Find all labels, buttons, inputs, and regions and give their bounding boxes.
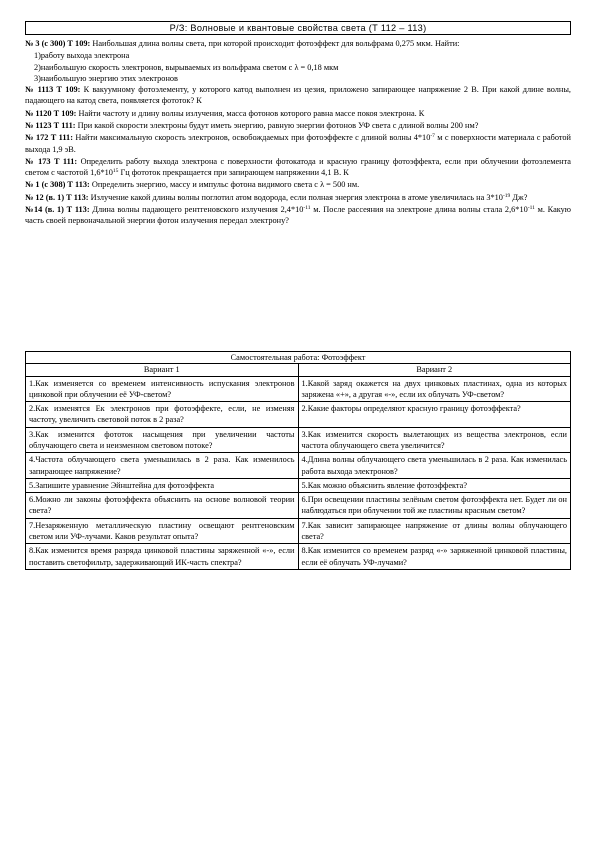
problem-item: № 12 (в. 1) Т 113: Излучение какой длины волны поглотил атом водорода, если полная энергия электрона в атоме увеличилась на $3*10^{-19}$ Дж? bbox=[25, 192, 528, 202]
question-cell: 4.Частота облучающего света уменьшилась в 2 раза. Как изменилось запирающее напряжение? bbox=[26, 453, 299, 479]
problems-list bbox=[25, 38, 571, 228]
table-row bbox=[26, 493, 571, 519]
variant-1-header: Вариант 1 bbox=[26, 364, 299, 376]
question-cell: 8.Как изменится время разряда цинковой пластины заряженной «-», если поставить светофильтр, задерживающий ИК-часть спектра? bbox=[26, 544, 299, 570]
table-row bbox=[26, 453, 571, 479]
question-cell: 3.Как изменится фототок насыщения при увеличении частоты облучающего света и неизменном световом потоке? bbox=[26, 427, 299, 453]
question-cell: 3.Как изменится скорость вылетающих из вещества электронов, если частота облучающего света увеличится? bbox=[298, 427, 571, 453]
problem-item: № 1123 Т 111: При какой скорости электроны будут иметь энергию, равную энергии фотонов УФ света с длиной волны 200 нм? bbox=[25, 120, 479, 130]
question-cell: 4.Длина волны облучающего света уменьшилась в 2 раза. Как изменилась работа выхода электронов? bbox=[298, 453, 571, 479]
problem-subitem: 2)наибольшую скорость электронов, вырываемых из вольфрама светом с λ = 0,18 мкм bbox=[34, 62, 339, 72]
question-cell: 2.Какие факторы определяют красную границу фотоэффекта? bbox=[298, 402, 571, 428]
question-cell: 6.При освещении пластины зелёным светом фотоэффекта нет. Будет ли он наблюдаться при облучении той же пластины красным светом? bbox=[298, 493, 571, 519]
question-cell: 1.Какой заряд окажется на двух цинковых пластинах, одна из которых заряжена «+», а другая «-», если их облучать УФ-светом? bbox=[298, 376, 571, 402]
question-cell: 8.Как изменится со временем разряд «-» заряженной цинковой пластины, если её облучать УФ-лучами? bbox=[298, 544, 571, 570]
question-cell: 5.Как можно объяснить явление фотоэффекта? bbox=[298, 478, 571, 492]
problem-item: № 173 Т 111: Определить работу выхода электрона с поверхности фотокатода и красную границу фотоэффекта, если при облучении фотоэлемента светом с частотой $1,6*10^{15}$ Гц фототок прекращается при запирающем напряжении 4,1 В. К bbox=[25, 156, 571, 178]
page-title: Р/З: Волновые и квантовые свойства света (Т 112 – 113) bbox=[25, 21, 571, 35]
problem-subitem: 3)наибольшую энергию этих электронов bbox=[34, 73, 178, 83]
question-cell: 6.Можно ли законы фотоэффекта объяснить на основе волновой теории света? bbox=[26, 493, 299, 519]
question-cell: 2.Как изменятся Ек электронов при фотоэффекте, если, не изменяя частоту, увеличить световой поток в 2 раза? bbox=[26, 402, 299, 428]
problem-item: № 1113 Т 109: К вакуумному фотоэлементу, у которого катод выполнен из цезия, приложено запирающее напряжение 2 В. При какой длине волны, падающего на катод света, появляется фототок? К bbox=[25, 85, 571, 106]
problem-item: №14 (в. 1) Т 113: Длина волны падающего рентгеновского излучения $2,4*10^{-11}$ м. После рассеяния на электроне длина волны стала $2,6*10^{-11}$ м. Какую часть своей первоначальной энергии фотон излучения передал электрону? bbox=[25, 204, 572, 226]
table-row bbox=[26, 376, 571, 402]
question-cell: 7.Незаряженную металлическую пластину освещают рентгеновским светом или УФ-лучами. Каков результат опыта? bbox=[26, 518, 299, 544]
question-cell: 1.Как изменяется со временем интенсивность испускания электронов цинковой при облучении её УФ-светом? bbox=[26, 376, 299, 402]
table-row bbox=[26, 544, 571, 570]
question-cell: 5.Запишите уравнение Эйнштейна для фотоэффекта bbox=[26, 478, 299, 492]
independent-work-table bbox=[25, 351, 571, 570]
table-row bbox=[26, 518, 571, 544]
problem-item: № 1 (с 308) Т 113: Определить энергию, массу и импульс фотона видимого света с λ = 500 нм. bbox=[25, 180, 360, 190]
question-cell: 7.Как зависит запирающее напряжение от длины волны облучающего света? bbox=[298, 518, 571, 544]
problem-item: № 1120 Т 109: Найти частоту и длину волны излучения, масса фотонов которого равна массе покоя электрона. К bbox=[25, 108, 425, 118]
problem-item: № 3 (с 300) Т 109: Наибольшая длина волны света, при которой происходит фотоэффект для вольфрама 0,275 мкм. Найти: bbox=[25, 39, 460, 48]
problem-item: № 172 Т 111: Найти максимальную скорость электронов, освобождаемых при фотоэффекте с длиной волны $4*10^{-7}$ м с поверхности материала с работой выхода 1,9 эВ. bbox=[25, 133, 571, 154]
table-row bbox=[26, 478, 571, 492]
table-title: Самостоятельная работа: Фотоэффект bbox=[26, 352, 571, 364]
variant-2-header: Вариант 2 bbox=[298, 364, 571, 376]
table-row bbox=[26, 427, 571, 453]
table-row bbox=[26, 402, 571, 428]
problem-subitem: 1)работу выхода электрона bbox=[34, 51, 130, 61]
